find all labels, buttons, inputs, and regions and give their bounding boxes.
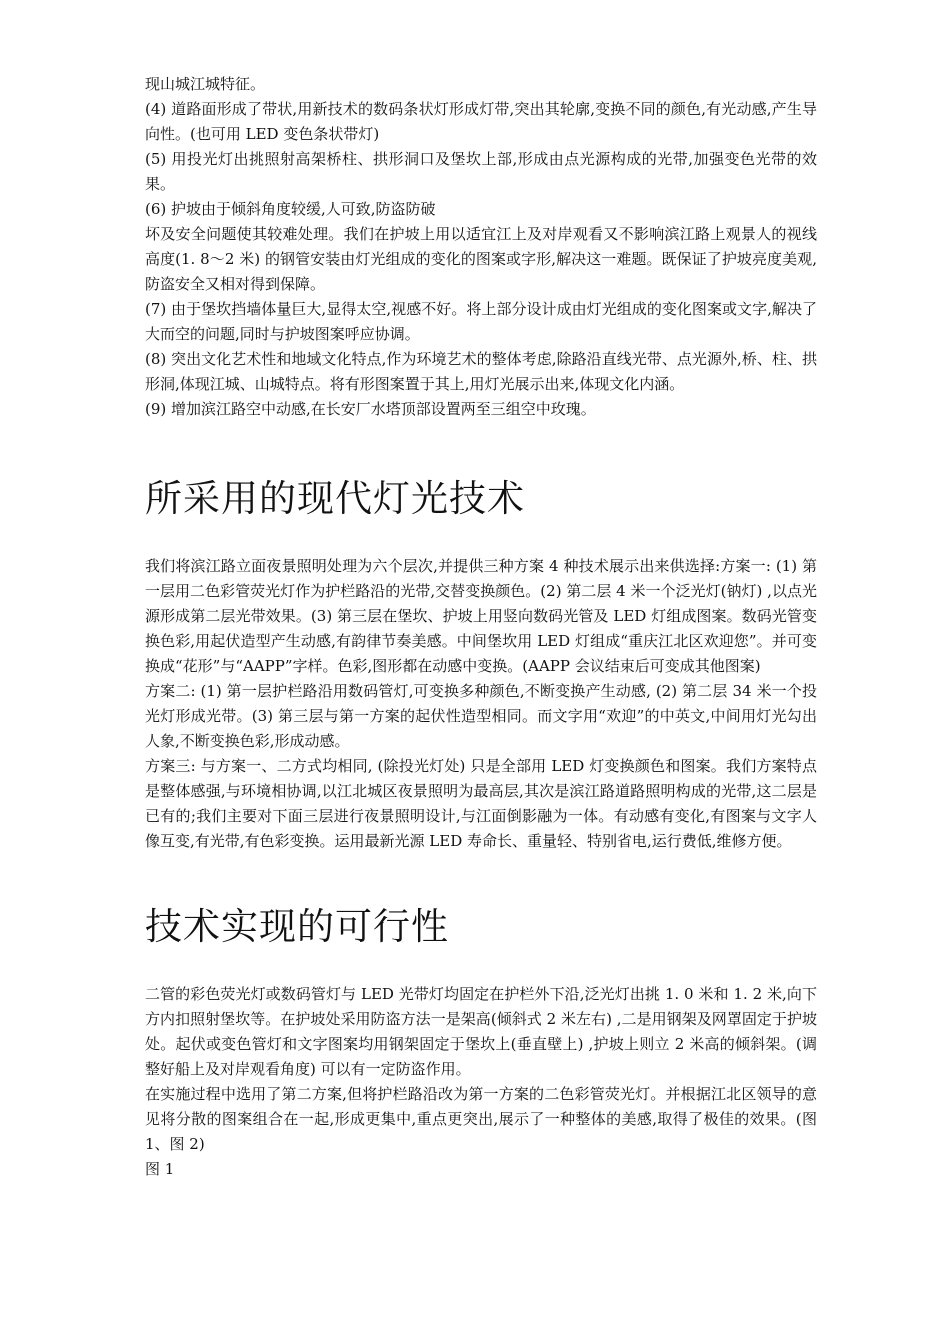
paragraph: (9) 增加滨江路空中动感,在长安厂水塔顶部设置两至三组空中玫瑰。 xyxy=(145,400,596,418)
paragraph: (4) 道路面形成了带状,用新技术的数码条状灯形成灯带,突出其轮廓,变换不同的颜色,有光动感,产生导向性。(也可用 LED 变色条状带灯) xyxy=(145,100,817,143)
paragraph: (6) 护坡由于倾斜角度较缓,人可致,防盗防破 xyxy=(145,200,436,218)
paragraph: 我们将滨江路立面夜景照明处理为六个层次,并提供三种方案 4 种技术展示出来供选择:方案一: (1) 第一层用二色彩管荧光灯作为护栏路沿的光带,交替变换颜色。(2) 第二层 4 米一个泛光灯(钠灯) ,以点光源形成第二层光带效果。(3) 第三层在堡坎、护坡上用竖向数码光管及 LED 灯组成图案。数码光管变换色彩,用起伏造型产生动感,有韵律节奏美感。中间堡坎用 LED 灯组成“重庆江北区欢迎您”。并可变换成“花形”与“AAPP”字样。色彩,图形都在动感中变换。(AAPP 会议结束后可变成其他图案) xyxy=(145,557,817,675)
paragraph: 现山城江城特征。 xyxy=(145,75,266,93)
paragraph: 坏及安全问题使其较难处理。我们在护坡上用以适宜江上及对岸观看又不影响滨江路上观景人的视线高度(1. 8～2 米) 的钢管安装由灯光组成的变化的图案或字形,解决这一难题。既保证了护坡亮度美观,防盗安全又相对得到保障。 xyxy=(145,225,817,293)
section-heading: 所采用的现代灯光技术 xyxy=(145,477,525,520)
paragraph: (5) 用投光灯出挑照射高架桥柱、拱形洞口及堡坎上部,形成由点光源构成的光带,加强变色光带的效果。 xyxy=(145,150,817,193)
paragraph: 二管的彩色荧光灯或数码管灯与 LED 光带灯均固定在护栏外下沿,泛光灯出挑 1. 0 米和 1. 2 米,向下方内扣照射堡坎等。在护坡处采用防盗方法一是架高(倾斜式 2 米左右) ,二是用钢架及网罩固定于护坡处。起伏或变色管灯和文字图案均用钢架固定于堡坎上(垂直壁上) ,护坡上则立 2 米高的倾斜架。(调整好船上及对岸观看角度) 可以有一定防盗作用。 xyxy=(145,985,817,1078)
paragraph: (7) 由于堡坎挡墙体量巨大,显得太空,视感不好。将上部分设计成由灯光组成的变化图案或文字,解决了大而空的问题,同时与护坡图案呼应协调。 xyxy=(145,300,817,343)
paragraph: 方案三: 与方案一、二方式均相同, (除投光灯处) 只是全部用 LED 灯变换颜色和图案。我们方案特点是整体感强,与环境相协调,以江北城区夜景照明为最高层,其次是滨江路道路照明构成的光带,这二层是已有的;我们主要对下面三层进行夜景照明设计,与江面倒影融为一体。有动感有变化,有图案与文字人像互变,有光带,有色彩变换。运用最新光源 LED 寿命长、重量轻、特别省电,运行费低,维修方便。 xyxy=(145,757,817,850)
figure-caption: 图 1 xyxy=(145,1160,175,1178)
paragraph: 方案二: (1) 第一层护栏路沿用数码管灯,可变换多种颜色,不断变换产生动感, (2) 第二层 34 米一个投光灯形成光带。(3) 第三层与第一方案的起伏性造型相同。而文字用“欢迎”的中英文,中间用灯光勾出人象,不断变换色彩,形成动感。 xyxy=(145,682,817,750)
section-heading: 技术实现的可行性 xyxy=(145,905,449,948)
paragraph: 在实施过程中选用了第二方案,但将护栏路沿改为第一方案的二色彩管荧光灯。并根据江北区领导的意见将分散的图案组合在一起,形成更集中,重点更突出,展示了一种整体的美感,取得了极佳的效果。(图 1、图 2) xyxy=(145,1085,817,1153)
document-page xyxy=(145,72,817,1182)
paragraph: (8) 突出文化艺术性和地域文化特点,作为环境艺术的整体考虑,除路沿直线光带、点光源外,桥、柱、拱形洞,体现江城、山城特点。将有形图案置于其上,用灯光展示出来,体现文化内涵。 xyxy=(145,350,817,393)
